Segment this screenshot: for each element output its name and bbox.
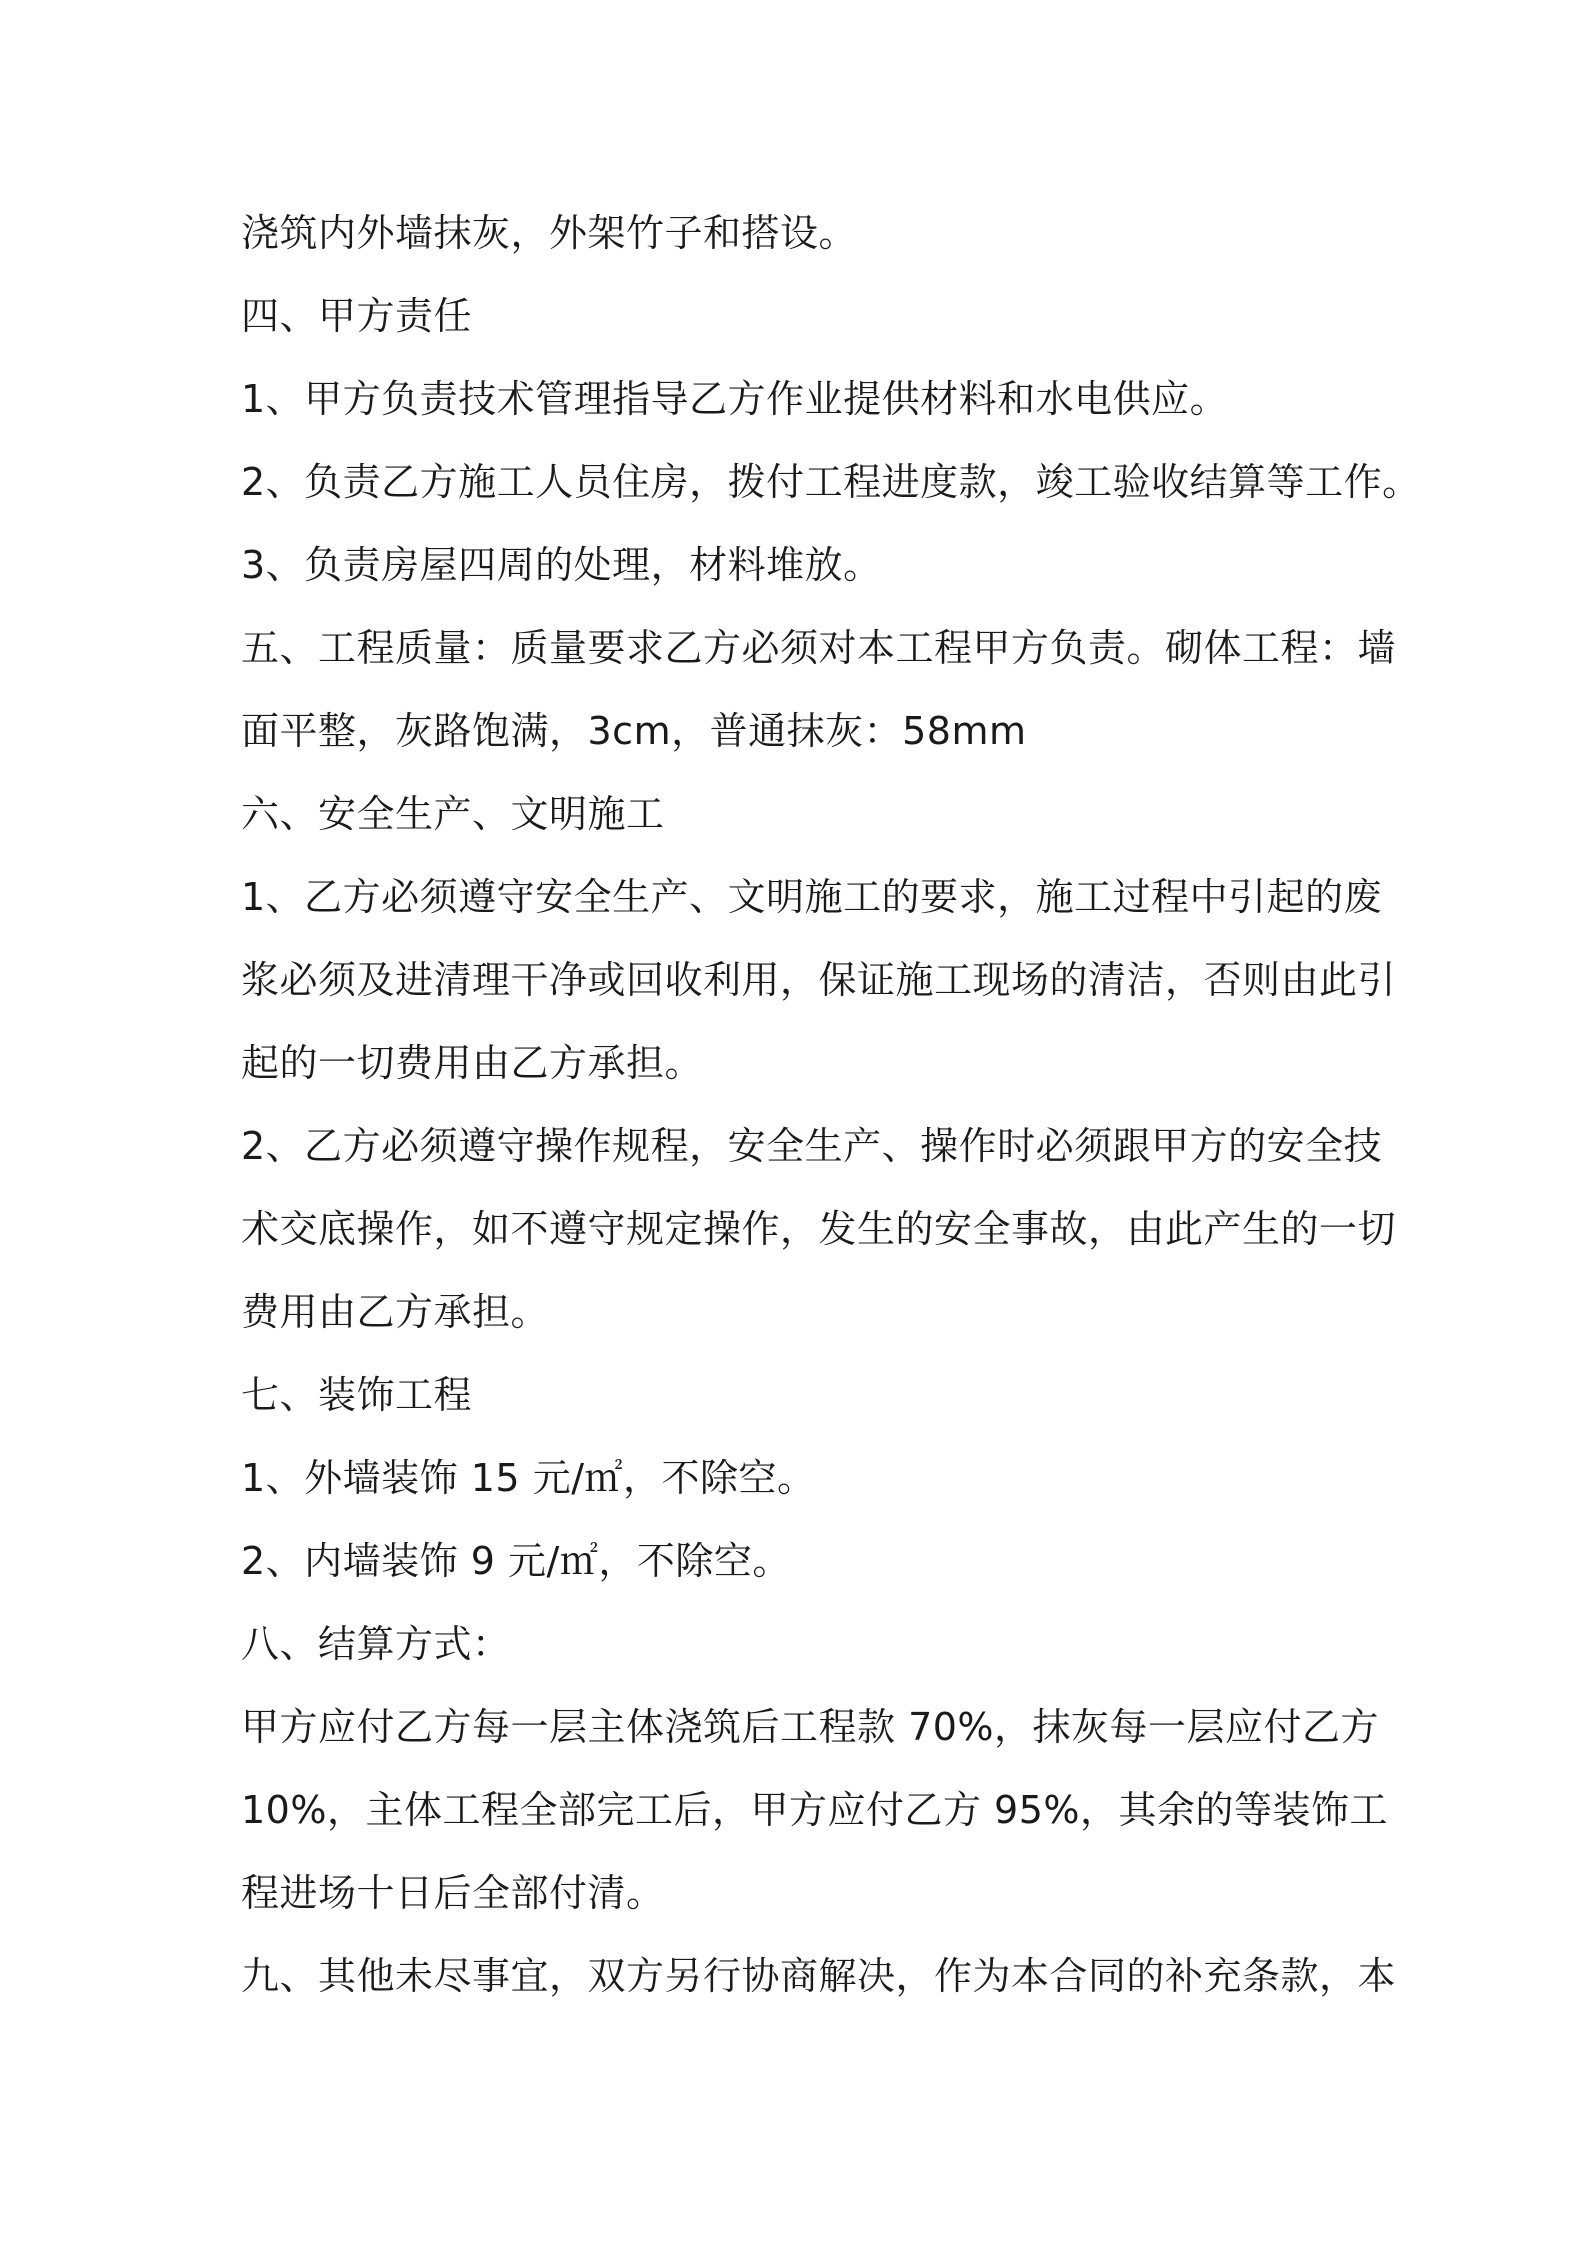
contract-text [241,192,1421,2018]
text-line: 甲方应付乙方每一层主体浇筑后工程款 70%，抹灰每一层应付乙方 [241,1705,1380,1749]
text-line: 浆必须及进清理干净或回收利用，保证施工现场的清洁，否则由此引 [241,958,1397,1002]
section-heading: 九、其他未尽事宜，双方另行协商解决，作为本合同的补充条款，本 [241,1954,1397,1998]
section-heading: 八、结算方式： [241,1622,511,1666]
section-heading: 七、装饰工程 [241,1373,473,1417]
text-line: 面平整，灰路饱满，3cm，普通抹灰：58mm [241,709,1027,753]
text-line: 2、负责乙方施工人员住房，拨付工程进度款，竣工验收结算等工作。 [241,460,1421,504]
text-line: 2、乙方必须遵守操作规程，安全生产、操作时必须跟甲方的安全技 [241,1124,1383,1168]
text-line: 2、内墙装饰 9 元/㎡，不除空。 [241,1539,791,1583]
text-line: 程进场十日后全部付清。 [241,1871,665,1915]
text-line: 1、乙方必须遵守安全生产、文明施工的要求，施工过程中引起的废 [241,875,1383,919]
section-heading: 四、甲方责任 [241,294,473,338]
text-line: 起的一切费用由乙方承担。 [241,1041,704,1085]
section-heading: 五、工程质量：质量要求乙方必须对本工程甲方负责。砌体工程：墙 [241,626,1397,670]
text-line: 浇筑内外墙抹灰，外架竹子和搭设。 [241,211,858,255]
text-line: 10%，主体工程全部完工后，甲方应付乙方 95%，其余的等装饰工 [241,1788,1389,1832]
section-heading: 六、安全生产、文明施工 [241,792,665,836]
text-line: 3、负责房屋四周的处理，材料堆放。 [241,543,882,587]
text-line: 术交底操作，如不遵守规定操作，发生的安全事故，由此产生的一切 [241,1207,1397,1251]
text-line: 1、甲方负责技术管理指导乙方作业提供材料和水电供应。 [241,377,1229,421]
text-line: 费用由乙方承担。 [241,1290,550,1334]
text-line: 1、外墙装饰 15 元/㎡，不除空。 [241,1456,816,1500]
